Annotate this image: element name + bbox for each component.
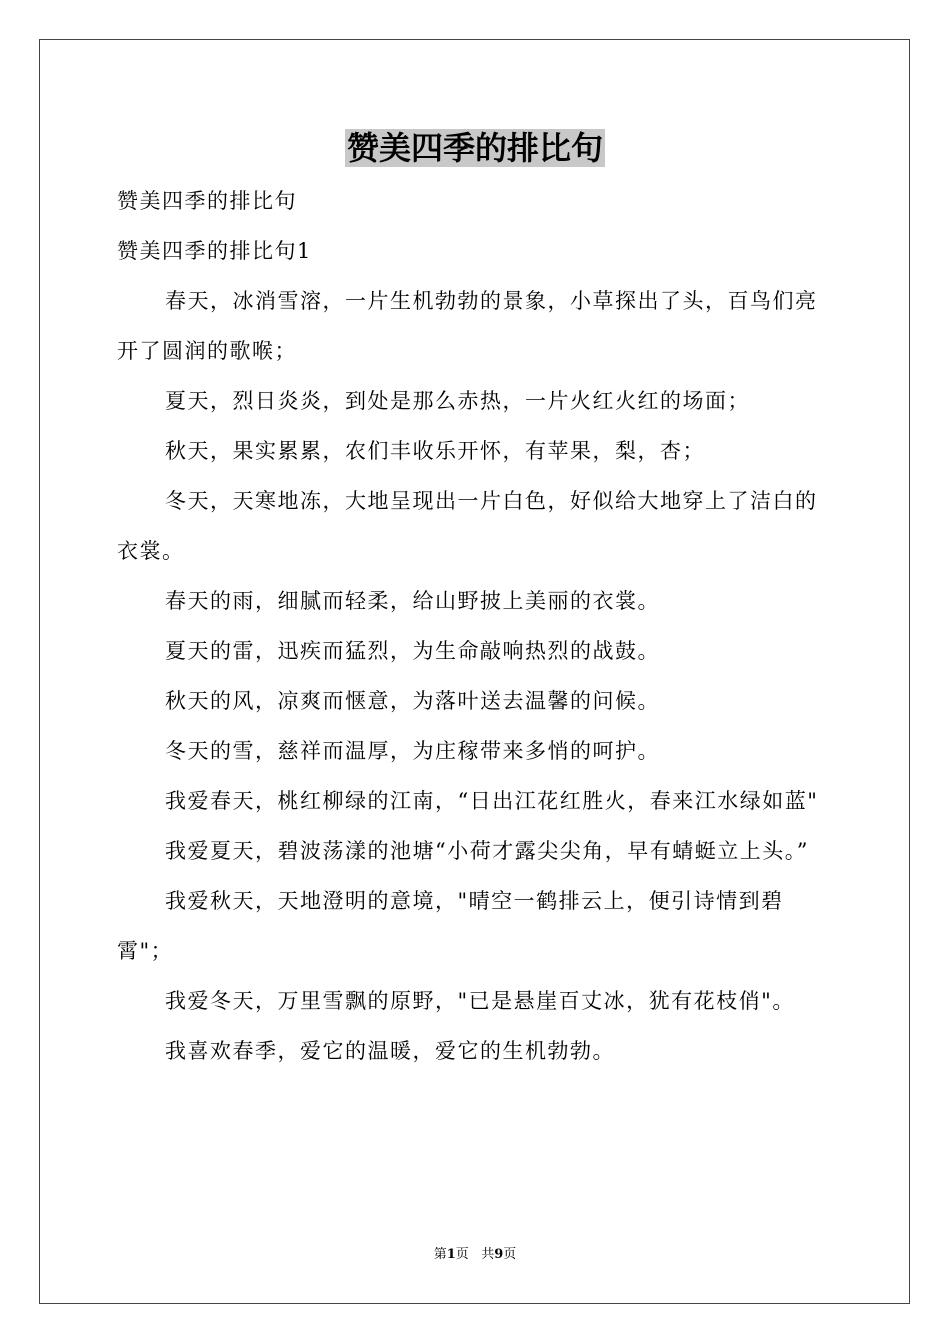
paragraph: 我爱春天，桃红柳绿的江南，“日出江花红胜火，春来江水绿如蓝" (165, 789, 819, 813)
paragraph: 春天的雨，细腻而轻柔，给山野披上美丽的衣裳。 (165, 589, 660, 613)
paragraph: 我爱冬天，万里雪飘的原野，"已是悬崖百丈冰，犹有花枝俏"。 (165, 989, 795, 1013)
paragraph: 夏天的雷，迅疾而猛烈，为生命敲响热烈的战鼓。 (165, 639, 660, 663)
total-prefix: 共 (481, 1247, 495, 1262)
page-suffix: 页 (455, 1247, 469, 1262)
paragraph: 秋天，果实累累，农们丰收乐开怀，有苹果，梨，杏； (165, 439, 705, 463)
paragraph: 夏天，烈日炎炎，到处是那么赤热，一片火红火红的场面； (165, 389, 750, 413)
total-pages: 9 (494, 1247, 504, 1262)
page-footer (0, 1245, 950, 1265)
document-body (117, 176, 837, 1076)
page-number: 1 (446, 1247, 456, 1262)
document-title-text: 赞美四季的排比句 (346, 129, 603, 167)
section-heading: 赞美四季的排比句1 (117, 239, 312, 263)
paragraph: 我爱夏天，碧波荡漾的池塘“小荷才露尖尖角，早有蜻蜓立上头。” (165, 839, 809, 863)
document-title (0, 126, 950, 170)
paragraph: 春天，冰消雪溶，一片生机勃勃的景象，小草探出了头，百鸟们亮开了圆润的歌喉； (117, 289, 818, 363)
paragraph: 我爱秋天，天地澄明的意境，"晴空一鹤排云上，便引诗情到碧霄"； (117, 889, 784, 963)
subtitle: 赞美四季的排比句 (117, 189, 297, 213)
page-prefix: 第 (433, 1247, 447, 1262)
paragraph: 冬天的雪，慈祥而温厚，为庄稼带来多悄的呵护。 (165, 739, 660, 763)
paragraph: 冬天，天寒地冻，大地呈现出一片白色，好似给大地穿上了洁白的衣裳。 (117, 489, 818, 563)
total-suffix: 页 (503, 1247, 517, 1262)
paragraph: 秋天的风，凉爽而惬意，为落叶送去温馨的问候。 (165, 689, 660, 713)
paragraph: 我喜欢春季，爱它的温暖，爱它的生机勃勃。 (165, 1039, 615, 1063)
